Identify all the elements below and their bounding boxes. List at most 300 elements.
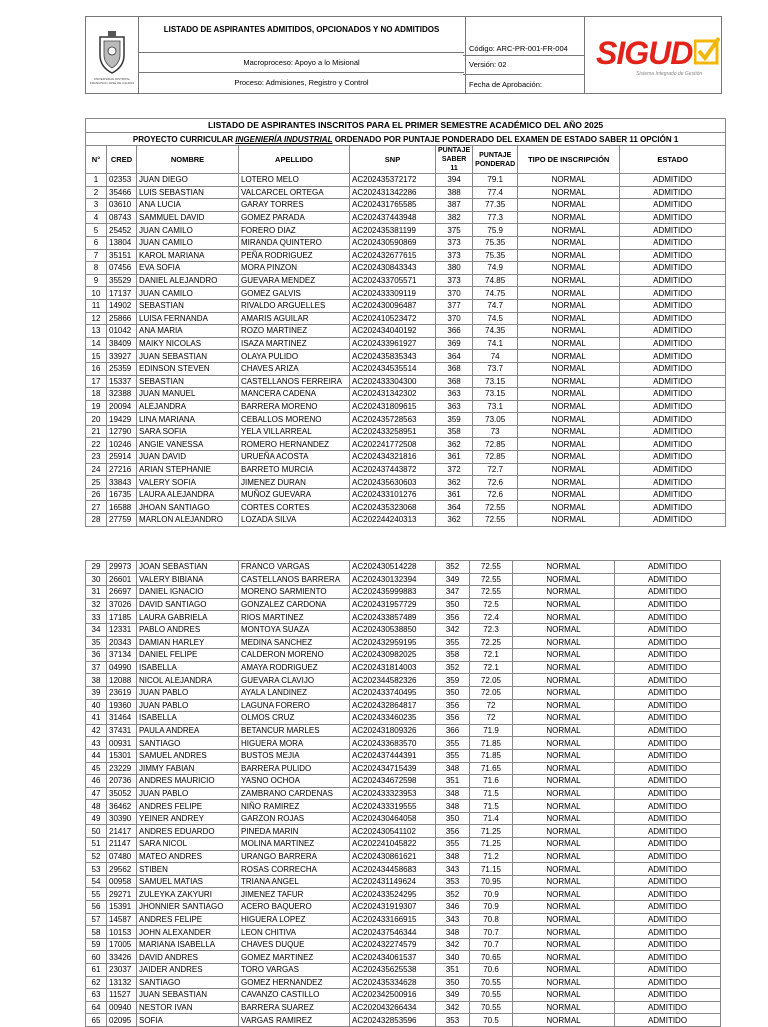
nombre: ALEJANDRA xyxy=(137,400,239,413)
cred: 27759 xyxy=(107,514,137,527)
nombre: JIMMY FABIAN xyxy=(137,762,239,775)
nombre: ARIAN STEPHANIE xyxy=(137,463,239,476)
nombre: DAVID SANTIAGO xyxy=(137,598,239,611)
nombre: JHONNIER SANTIAGO xyxy=(137,901,239,914)
snp: AC202431149624 xyxy=(350,875,436,888)
estado: ADMITIDO xyxy=(620,425,726,438)
tipo-inscripcion: NORMAL xyxy=(513,623,615,636)
tipo-inscripcion: NORMAL xyxy=(513,825,615,838)
nombre: JUAN PABLO xyxy=(137,686,239,699)
row-number: 59 xyxy=(86,938,107,951)
table-row xyxy=(86,362,726,375)
snp: AC202430861621 xyxy=(350,850,436,863)
apellido: RIVALDO ARGUELLES xyxy=(239,299,350,312)
puntaje-saber: 368 xyxy=(436,362,473,375)
snp: AC202431809615 xyxy=(350,400,436,413)
apellido: MONTOYA SUAZA xyxy=(239,623,350,636)
row-number: 57 xyxy=(86,913,107,926)
puntaje-saber: 362 xyxy=(436,476,473,489)
tipo-inscripcion: NORMAL xyxy=(518,325,620,338)
apellido: AMAYA RODRIGUEZ xyxy=(239,661,350,674)
nombre: EDINSON STEVEN xyxy=(137,362,239,375)
table-row xyxy=(86,299,726,312)
puntaje-ponderado: 71.9 xyxy=(470,724,513,737)
tipo-inscripcion: NORMAL xyxy=(513,749,615,762)
row-number: 29 xyxy=(86,561,107,574)
row-number: 56 xyxy=(86,901,107,914)
snp: AC202344582326 xyxy=(350,674,436,687)
estado: ADMITIDO xyxy=(620,388,726,401)
row-number: 18 xyxy=(86,388,107,401)
row-number: 53 xyxy=(86,863,107,876)
snp: AC202434672598 xyxy=(350,775,436,788)
estado: ADMITIDO xyxy=(620,514,726,527)
snp: AC202241045822 xyxy=(350,838,436,851)
puntaje-ponderado: 73 xyxy=(473,425,518,438)
table-row xyxy=(86,926,721,939)
puntaje-saber: 352 xyxy=(436,888,470,901)
nombre: LAURA ALEJANDRA xyxy=(137,488,239,501)
row-number: 19 xyxy=(86,400,107,413)
apellido: BARRERA MORENO xyxy=(239,400,350,413)
estado: ADMITIDO xyxy=(620,488,726,501)
row-number: 37 xyxy=(86,661,107,674)
cred: 20343 xyxy=(107,636,137,649)
snp: AC202432274579 xyxy=(350,938,436,951)
document-code: Código: ARC-PR-001-FR-004 xyxy=(469,44,568,53)
tipo-inscripcion: NORMAL xyxy=(518,236,620,249)
cred: 33426 xyxy=(107,951,137,964)
estado: ADMITIDO xyxy=(620,451,726,464)
nombre: ANDRES EDUARDO xyxy=(137,825,239,838)
row-number: 63 xyxy=(86,989,107,1002)
snp: AC202435323068 xyxy=(350,501,436,514)
snp: AC202433683570 xyxy=(350,737,436,750)
snp: AC202430843343 xyxy=(350,262,436,275)
nombre: SARA NICOL xyxy=(137,838,239,851)
table-row xyxy=(86,573,721,586)
apellido: MEDINA SANCHEZ xyxy=(239,636,350,649)
snp: AC202435381199 xyxy=(350,224,436,237)
table-row xyxy=(86,686,721,699)
estado: ADMITIDO xyxy=(620,199,726,212)
puntaje-ponderado: 72.4 xyxy=(470,611,513,624)
table-row xyxy=(86,812,721,825)
snp: AC202430590869 xyxy=(350,236,436,249)
table-row xyxy=(86,501,726,514)
snp: AC202430096487 xyxy=(350,299,436,312)
cred: 36462 xyxy=(107,800,137,813)
nombre: SANTIAGO xyxy=(137,737,239,750)
apellido: PEÑA RODRIGUEZ xyxy=(239,249,350,262)
estado: ADMITIDO xyxy=(615,586,721,599)
estado: ADMITIDO xyxy=(620,476,726,489)
snp: AC202433166915 xyxy=(350,913,436,926)
puntaje-saber: 342 xyxy=(436,938,470,951)
nombre: VALERY SOFIA xyxy=(137,476,239,489)
estado: ADMITIDO xyxy=(615,863,721,876)
list-title: LISTADO DE ASPIRANTES INSCRITOS PARA EL PRIMER SEMESTRE ACADÉMICO DEL AÑO 2025 xyxy=(86,119,726,133)
snp: AC202434040192 xyxy=(350,325,436,338)
puntaje-ponderado: 74 xyxy=(473,350,518,363)
estado: ADMITIDO xyxy=(615,699,721,712)
cred: 23619 xyxy=(107,686,137,699)
col-apellido: APELLIDO xyxy=(239,146,350,174)
puntaje-saber: 387 xyxy=(436,199,473,212)
tipo-inscripcion: NORMAL xyxy=(518,186,620,199)
row-number: 62 xyxy=(86,976,107,989)
snp: AC202433524295 xyxy=(350,888,436,901)
puntaje-ponderado: 72.05 xyxy=(470,674,513,687)
estado: ADMITIDO xyxy=(620,400,726,413)
tipo-inscripcion: NORMAL xyxy=(513,686,615,699)
cred: 35466 xyxy=(107,186,137,199)
apellido: TRIANA ANGEL xyxy=(239,875,350,888)
row-number: 23 xyxy=(86,451,107,464)
puntaje-saber: 340 xyxy=(436,951,470,964)
apellido: RIOS MARTINEZ xyxy=(239,611,350,624)
col-snp: SNP xyxy=(350,146,436,174)
row-number: 5 xyxy=(86,224,107,237)
row-number: 24 xyxy=(86,463,107,476)
puntaje-ponderado: 72.1 xyxy=(470,661,513,674)
row-number: 32 xyxy=(86,598,107,611)
puntaje-saber: 353 xyxy=(436,1014,470,1027)
tipo-inscripcion: NORMAL xyxy=(518,287,620,300)
puntaje-ponderado: 70.95 xyxy=(470,875,513,888)
cred: 25866 xyxy=(107,312,137,325)
puntaje-ponderado: 71.25 xyxy=(470,825,513,838)
apellido: GUEVARA MENDEZ xyxy=(239,274,350,287)
nombre: MARLON ALEJANDRO xyxy=(137,514,239,527)
puntaje-saber: 373 xyxy=(436,249,473,262)
puntaje-saber: 352 xyxy=(436,561,470,574)
nombre: SAMUEL ANDRES xyxy=(137,749,239,762)
proceso: Proceso: Admisiones, Registro y Control xyxy=(234,78,369,87)
apellido: BETANCUR MARLES xyxy=(239,724,350,737)
tipo-inscripcion: NORMAL xyxy=(518,362,620,375)
apellido: PINEDA MARIN xyxy=(239,825,350,838)
puntaje-ponderado: 71.85 xyxy=(470,737,513,750)
nombre: DANIEL ALEJANDRO xyxy=(137,274,239,287)
snp: AC202435625538 xyxy=(350,964,436,977)
snp: AC202437546344 xyxy=(350,926,436,939)
snp: AC202433705571 xyxy=(350,274,436,287)
cred: 33927 xyxy=(107,350,137,363)
row-number: 38 xyxy=(86,674,107,687)
apellido: AMARIS AGUILAR xyxy=(239,312,350,325)
snp: AC202433309119 xyxy=(350,287,436,300)
nombre: DAVID ANDRES xyxy=(137,951,239,964)
estado: ADMITIDO xyxy=(615,724,721,737)
table-row xyxy=(86,901,721,914)
cred: 19429 xyxy=(107,413,137,426)
career-name: INGENIERÍA INDUSTRIAL xyxy=(235,134,333,144)
puntaje-saber: 349 xyxy=(436,989,470,1002)
document-header xyxy=(85,16,722,94)
snp: AC202433258951 xyxy=(350,425,436,438)
tipo-inscripcion: NORMAL xyxy=(518,211,620,224)
tipo-inscripcion: NORMAL xyxy=(518,199,620,212)
estado: ADMITIDO xyxy=(615,737,721,750)
estado: ADMITIDO xyxy=(620,463,726,476)
apellido: YELA VILLARREAL xyxy=(239,425,350,438)
snp: AC202434458683 xyxy=(350,863,436,876)
approval-date: Fecha de Aprobación: xyxy=(469,80,542,89)
puntaje-ponderado: 74.5 xyxy=(473,312,518,325)
tipo-inscripcion: NORMAL xyxy=(513,901,615,914)
nombre: MARIANA ISABELLA xyxy=(137,938,239,951)
nombre: ANDRES FELIPE xyxy=(137,913,239,926)
puntaje-saber: 349 xyxy=(436,573,470,586)
table-row xyxy=(86,325,726,338)
row-number: 46 xyxy=(86,775,107,788)
puntaje-ponderado: 73.05 xyxy=(473,413,518,426)
cred: 35529 xyxy=(107,274,137,287)
puntaje-saber: 352 xyxy=(436,661,470,674)
estado: ADMITIDO xyxy=(620,337,726,350)
apellido: OLMOS CRUZ xyxy=(239,712,350,725)
table-row xyxy=(86,787,721,800)
puntaje-ponderado: 70.8 xyxy=(470,913,513,926)
table-row xyxy=(86,775,721,788)
table-row xyxy=(86,413,726,426)
nombre: STIBEN xyxy=(137,863,239,876)
apellido: MANCERA CADENA xyxy=(239,388,350,401)
snp: AC202434535514 xyxy=(350,362,436,375)
snp: AC202430538850 xyxy=(350,623,436,636)
puntaje-ponderado: 72.3 xyxy=(470,623,513,636)
row-number: 4 xyxy=(86,211,107,224)
table-row xyxy=(86,425,726,438)
snp: AC202437443948 xyxy=(350,211,436,224)
checkmark-icon xyxy=(694,35,720,65)
nombre: DANIEL IGNACIO xyxy=(137,586,239,599)
snp: AC202433857489 xyxy=(350,611,436,624)
puntaje-ponderado: 71.25 xyxy=(470,838,513,851)
snp: AC202435630603 xyxy=(350,476,436,489)
estado: ADMITIDO xyxy=(615,800,721,813)
puntaje-ponderado: 70.7 xyxy=(470,926,513,939)
puntaje-ponderado: 71.85 xyxy=(470,749,513,762)
row-number: 49 xyxy=(86,812,107,825)
nombre: MAIKY NICOLAS xyxy=(137,337,239,350)
apellido: ISAZA MARTINEZ xyxy=(239,337,350,350)
table-row xyxy=(86,611,721,624)
cred: 11527 xyxy=(107,989,137,1002)
puntaje-ponderado: 70.65 xyxy=(470,951,513,964)
cred: 23229 xyxy=(107,762,137,775)
snp: AC202433101276 xyxy=(350,488,436,501)
apellido: GOMEZ GALVIS xyxy=(239,287,350,300)
estado: ADMITIDO xyxy=(615,964,721,977)
university-logo xyxy=(86,17,139,93)
puntaje-saber: 364 xyxy=(436,501,473,514)
estado: ADMITIDO xyxy=(615,775,721,788)
nombre: JUAN SEBASTIAN xyxy=(137,989,239,1002)
nombre: JUAN DAVID xyxy=(137,451,239,464)
row-number: 28 xyxy=(86,514,107,527)
puntaje-saber: 343 xyxy=(436,863,470,876)
puntaje-saber: 382 xyxy=(436,211,473,224)
apellido: GUEVARA CLAVIJO xyxy=(239,674,350,687)
puntaje-saber: 372 xyxy=(436,463,473,476)
puntaje-ponderado: 70.7 xyxy=(470,938,513,951)
snp: AC202433740495 xyxy=(350,686,436,699)
table-row xyxy=(86,451,726,464)
apellido: VALCARCEL ORTEGA xyxy=(239,186,350,199)
estado: ADMITIDO xyxy=(615,762,721,775)
estado: ADMITIDO xyxy=(620,262,726,275)
puntaje-saber: 351 xyxy=(436,775,470,788)
apellido: CASTELLANOS FERREIRA xyxy=(239,375,350,388)
estado: ADMITIDO xyxy=(620,211,726,224)
cred: 03610 xyxy=(107,199,137,212)
cred: 38409 xyxy=(107,337,137,350)
apellido: CEBALLOS MORENO xyxy=(239,413,350,426)
logo-caption: UNIVERSIDAD DISTRITAL FRANCISCO JOSÉ DE CALDAS xyxy=(89,77,135,85)
estado: ADMITIDO xyxy=(615,573,721,586)
apellido: BARRERA PULIDO xyxy=(239,762,350,775)
cred: 00931 xyxy=(107,737,137,750)
puntaje-ponderado: 74.35 xyxy=(473,325,518,338)
nombre: SANTIAGO xyxy=(137,976,239,989)
table-row xyxy=(86,211,726,224)
puntaje-ponderado: 70.55 xyxy=(470,989,513,1002)
tipo-inscripcion: NORMAL xyxy=(518,488,620,501)
snp: AC202043266434 xyxy=(350,1001,436,1014)
estado: ADMITIDO xyxy=(615,989,721,1002)
tipo-inscripcion: NORMAL xyxy=(518,413,620,426)
puntaje-ponderado: 72.6 xyxy=(473,476,518,489)
apellido: ZAMBRANO CARDENAS xyxy=(239,787,350,800)
snp: AC202433319555 xyxy=(350,800,436,813)
tipo-inscripcion: NORMAL xyxy=(518,350,620,363)
estado: ADMITIDO xyxy=(615,938,721,951)
apellido: URUEÑA ACOSTA xyxy=(239,451,350,464)
apellido: LOTERO MELO xyxy=(239,174,350,187)
puntaje-ponderado: 72 xyxy=(470,699,513,712)
cred: 26601 xyxy=(107,573,137,586)
cred: 16735 xyxy=(107,488,137,501)
snp: AC202430464058 xyxy=(350,812,436,825)
puntaje-saber: 394 xyxy=(436,174,473,187)
table-row xyxy=(86,913,721,926)
snp: AC202435372172 xyxy=(350,174,436,187)
table-row xyxy=(86,964,721,977)
tipo-inscripcion: NORMAL xyxy=(518,249,620,262)
cred: 30390 xyxy=(107,812,137,825)
tipo-inscripcion: NORMAL xyxy=(518,425,620,438)
row-number: 2 xyxy=(86,186,107,199)
tipo-inscripcion: NORMAL xyxy=(518,476,620,489)
apellido: HIGUERA MORA xyxy=(239,737,350,750)
apellido: FRANCO VARGAS xyxy=(239,561,350,574)
nombre: EVA SOFIA xyxy=(137,262,239,275)
puntaje-ponderado: 72.85 xyxy=(473,451,518,464)
puntaje-ponderado: 70.55 xyxy=(470,976,513,989)
puntaje-saber: 355 xyxy=(436,749,470,762)
estado: ADMITIDO xyxy=(620,312,726,325)
row-number: 60 xyxy=(86,951,107,964)
puntaje-ponderado: 74.75 xyxy=(473,287,518,300)
row-number: 25 xyxy=(86,476,107,489)
tipo-inscripcion: NORMAL xyxy=(513,712,615,725)
puntaje-saber: 358 xyxy=(436,425,473,438)
nombre: ANDRES FELIPE xyxy=(137,800,239,813)
table-row xyxy=(86,586,721,599)
puntaje-ponderado: 75.35 xyxy=(473,236,518,249)
row-number: 52 xyxy=(86,850,107,863)
puntaje-ponderado: 77.3 xyxy=(473,211,518,224)
apellido: ACERO BAQUERO xyxy=(239,901,350,914)
nombre: JUAN CAMILO xyxy=(137,287,239,300)
table-row xyxy=(86,598,721,611)
table-row xyxy=(86,623,721,636)
cred: 26697 xyxy=(107,586,137,599)
puntaje-saber: 351 xyxy=(436,964,470,977)
puntaje-saber: 355 xyxy=(436,838,470,851)
puntaje-ponderado: 72.55 xyxy=(473,501,518,514)
row-number: 51 xyxy=(86,838,107,851)
row-number: 65 xyxy=(86,1014,107,1027)
apellido: VARGAS RAMIREZ xyxy=(239,1014,350,1027)
snp: AC202433304300 xyxy=(350,375,436,388)
tipo-inscripcion: NORMAL xyxy=(513,762,615,775)
row-number: 58 xyxy=(86,926,107,939)
row-number: 64 xyxy=(86,1001,107,1014)
table-row xyxy=(86,388,726,401)
puntaje-ponderado: 72.25 xyxy=(470,636,513,649)
snp: AC202432864817 xyxy=(350,699,436,712)
cred: 14587 xyxy=(107,913,137,926)
puntaje-saber: 350 xyxy=(436,686,470,699)
puntaje-ponderado: 79.1 xyxy=(473,174,518,187)
cred: 10153 xyxy=(107,926,137,939)
estado: ADMITIDO xyxy=(615,926,721,939)
apellido: BARRERA SUAREZ xyxy=(239,1001,350,1014)
puntaje-ponderado: 77.35 xyxy=(473,199,518,212)
apellido: YASNO OCHOA xyxy=(239,775,350,788)
row-number: 14 xyxy=(86,337,107,350)
table-row xyxy=(86,1001,721,1014)
estado: ADMITIDO xyxy=(620,174,726,187)
cred: 15301 xyxy=(107,749,137,762)
nombre: ISABELLA xyxy=(137,712,239,725)
puntaje-saber: 362 xyxy=(436,438,473,451)
table-row xyxy=(86,951,721,964)
puntaje-saber: 350 xyxy=(436,812,470,825)
table-row xyxy=(86,350,726,363)
row-number: 34 xyxy=(86,623,107,636)
cred: 23037 xyxy=(107,964,137,977)
row-number: 42 xyxy=(86,724,107,737)
cred: 12088 xyxy=(107,674,137,687)
nombre: LINA MARIANA xyxy=(137,413,239,426)
row-number: 48 xyxy=(86,800,107,813)
row-number: 54 xyxy=(86,875,107,888)
document-title: LISTADO DE ASPIRANTES ADMITIDOS, OPCIONADOS Y NO ADMITIDOS xyxy=(139,17,464,53)
puntaje-ponderado: 72.55 xyxy=(470,561,513,574)
estado: ADMITIDO xyxy=(620,375,726,388)
estado: ADMITIDO xyxy=(615,674,721,687)
apellido: NIÑO RAMIREZ xyxy=(239,800,350,813)
cred: 25452 xyxy=(107,224,137,237)
nombre: YEINER ANDREY xyxy=(137,812,239,825)
table-row xyxy=(86,476,726,489)
cred: 37026 xyxy=(107,598,137,611)
col-n: N° xyxy=(86,146,107,174)
